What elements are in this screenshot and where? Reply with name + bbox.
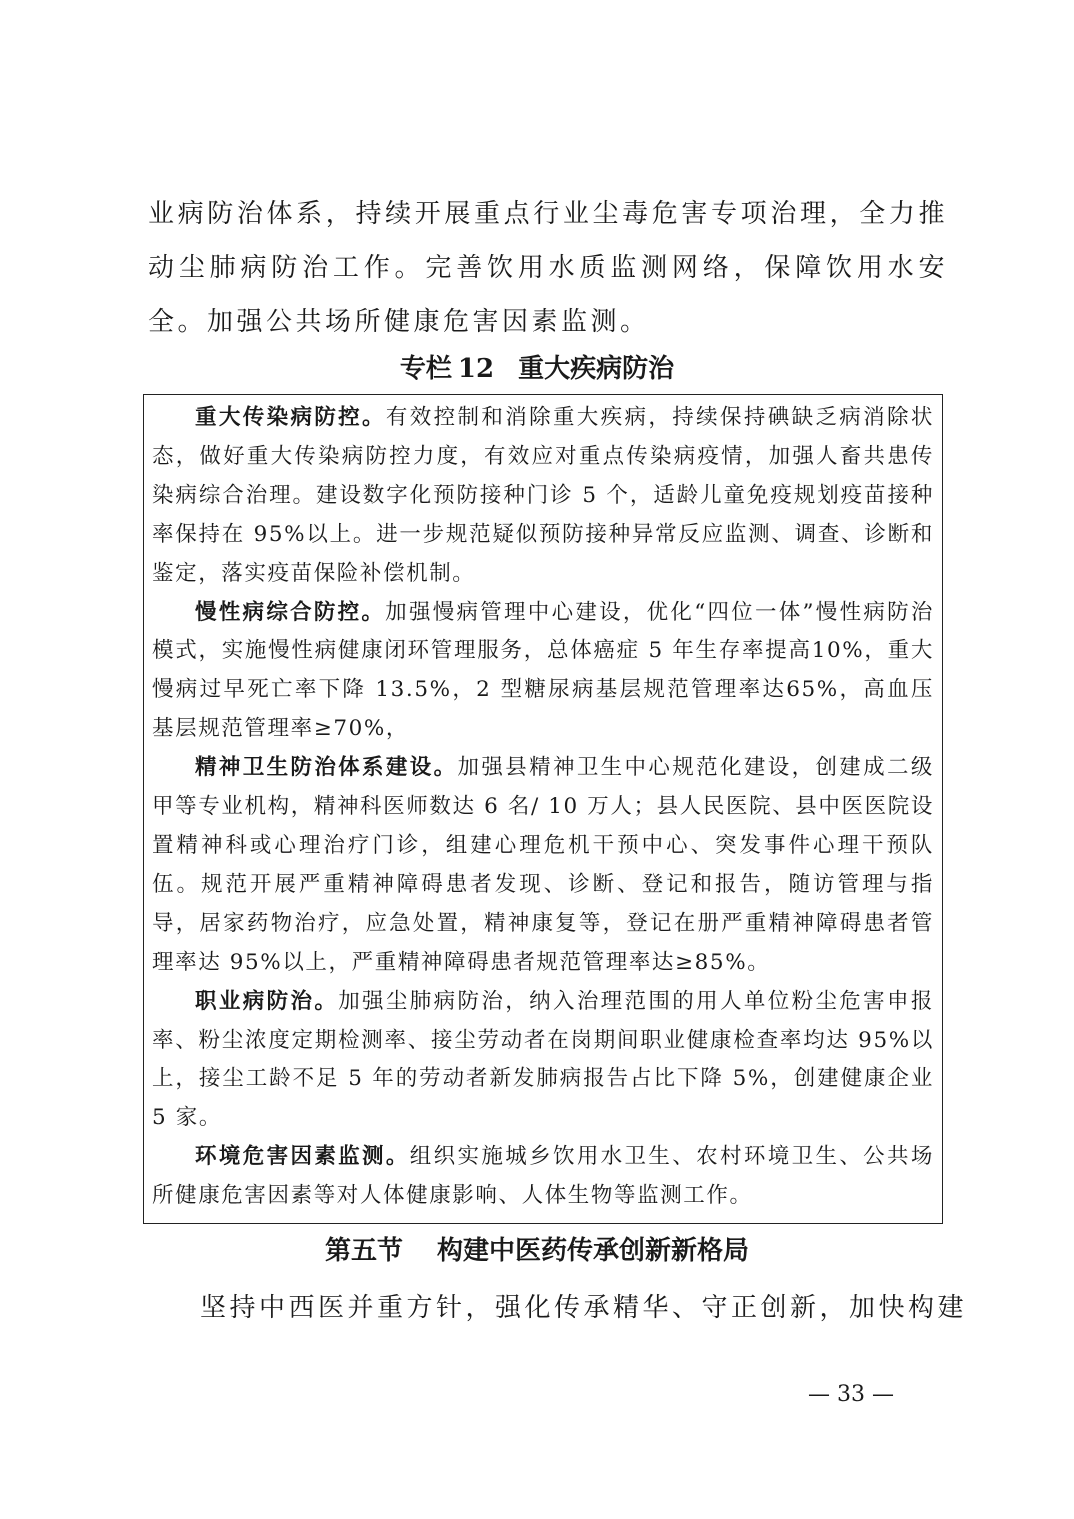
box-body: 加强县精神卫生中心规范化建设，创建成二级甲等专业机构，精神科医师数达 6 名/ 10 万人；县人民医院、县中医医院设置精神科或心理治疗门诊，组建心理危机干预中心、突发事件心理干预队伍。规范开展严重精神障碍患者发现、诊断、登记和报告，随访管理与指导，居家药物治疗，应急处置，精神康复等，登记在册严重精神障碍患者管理率达 95%以上，严重精神障碍患者规范管理率达≥85%。 [152,755,934,975]
box-paragraph-environment [152,1138,934,1216]
box-body: 组织实施城乡饮用水卫生、农村环境卫生、公共场所健康危害因素等对人体健康影响、人体生物等监测工作。 [152,1144,935,1209]
box-paragraph-infectious [152,399,934,594]
box-title-text: 重大疾病防治 [518,354,675,384]
box-title [0,349,1074,389]
section-title: 构建中医药传承创新新格局 [437,1236,750,1266]
intro-paragraph: 业病防治体系，持续开展重点行业尘毒危害专项治理，全力推动尘肺病防治工作。完善饮用水质监测网络，保障饮用水安全。加强公共场所健康危害因素监测。 [148,199,948,337]
box-heading: 精神卫生防治体系建设。 [195,755,458,781]
box-heading: 职业病防治。 [195,988,339,1014]
box-paragraph-occupational [152,983,934,1139]
closing-paragraph: 坚持中西医并重方针，强化传承精华、守正创新，加快构建 [200,1293,968,1323]
section-heading [0,1230,1074,1272]
box-body: 加强慢病管理中心建设，优化“四位一体”慢性病防治模式，实施慢性病健康闭环管理服务，总体癌症 5 年生存率提高10%，重大慢病过早死亡率下降 13.5%，2 型糖尿病基层规范管理率达65%，高血压基层规范管理率≥70%， [152,599,934,742]
section-number: 第五节 [324,1236,403,1266]
box-heading: 慢性病综合防控。 [195,599,386,625]
box-body: 加强尘肺病防治，纳入治理范围的用人单位粉尘危害申报率、粉尘浓度定期检测率、接尘劳动者在岗期间职业健康检查率均达 95%以上，接尘工龄不足 5 年的劳动者新发肺病报告占比下降 5%，创建健康企业 5 家。 [152,988,934,1131]
page-number: — 33 — [808,1382,894,1407]
box-title-number: 12 [457,354,495,384]
box-paragraph-chronic [152,594,934,750]
box-heading: 环境危害因素监测。 [195,1144,410,1170]
box-paragraph-mental [152,749,934,982]
box-heading: 重大传染病防控。 [195,405,386,430]
box-title-prefix: 专栏 [399,354,452,384]
feature-box [143,394,943,1224]
box-body: 有效控制和消除重大疾病，持续保持碘缺乏病消除状态，做好重大传染病防控力度，有效应对重点传染病疫情，加强人畜共患传染病综合治理。建设数字化预防接种门诊 5 个，适龄儿童免疫规划疫苗接种率保持在 95%以上。进一步规范疑似预防接种异常反应监测、调查、诊断和鉴定，落实疫苗保险补偿机制。 [152,405,934,586]
